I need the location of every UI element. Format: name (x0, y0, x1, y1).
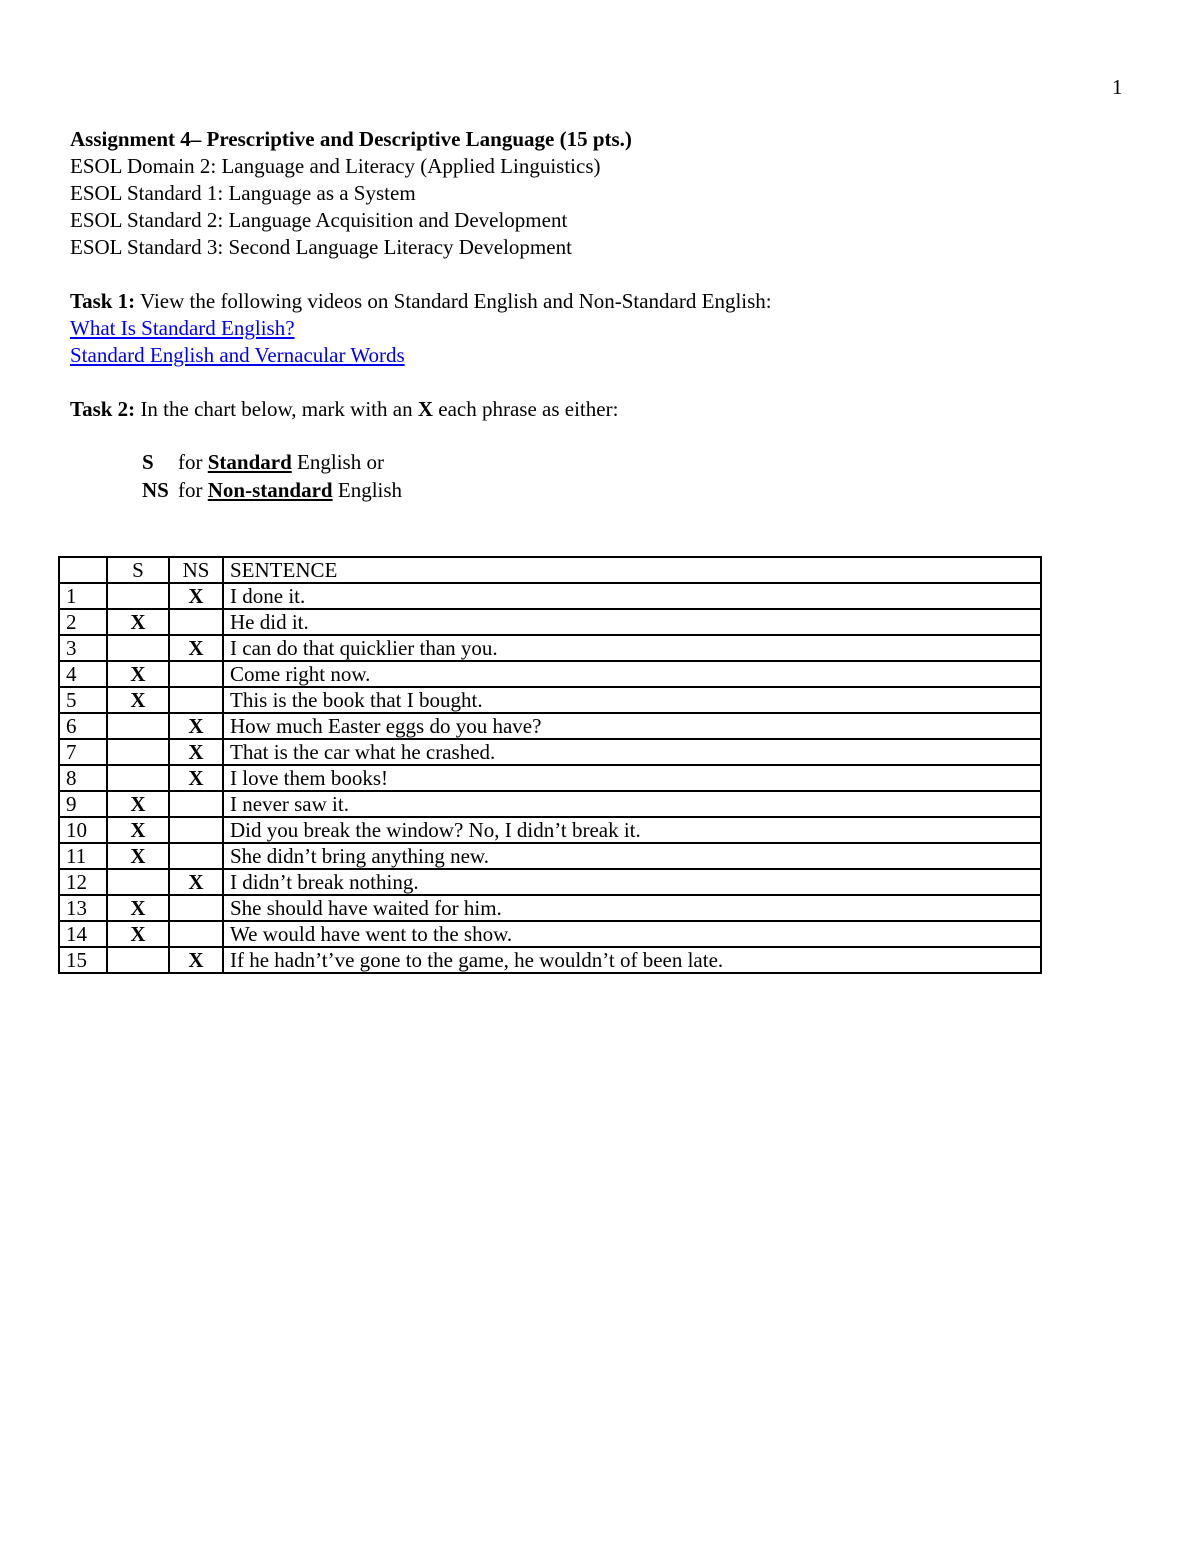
assignment-title: Assignment 4– Prescriptive and Descriptive Language (15 pts.) (70, 127, 632, 151)
nonstandard-mark-cell: X (169, 947, 223, 973)
task-1-text: View the following videos on Standard English and Non-Standard English: (135, 289, 772, 313)
row-number: 14 (59, 921, 107, 947)
header-s: S (107, 557, 169, 583)
standard-mark-cell: X (107, 687, 169, 713)
table-row (59, 895, 1041, 921)
document-body (70, 126, 1070, 505)
row-number: 8 (59, 765, 107, 791)
task-2-instruction: Task 2: In the chart below, mark with an X each phrase as either: (70, 397, 619, 421)
standard-mark-cell (107, 739, 169, 765)
standard-mark-cell (107, 635, 169, 661)
sentence-cell: Did you break the window? No, I didn’t break it. (223, 817, 1041, 843)
sentence-cell: We would have went to the show. (223, 921, 1041, 947)
nonstandard-mark-cell (169, 895, 223, 921)
sentence-cell: He did it. (223, 609, 1041, 635)
table-row (59, 843, 1041, 869)
standard-mark-cell (107, 765, 169, 791)
row-number: 10 (59, 817, 107, 843)
legend-item-standard: S for Standard English or (142, 450, 384, 474)
legend-item-nonstandard: NS for Non-standard English (142, 478, 403, 502)
nonstandard-mark-cell (169, 921, 223, 947)
row-number: 4 (59, 661, 107, 687)
standard-mark-cell: X (107, 843, 169, 869)
standard-mark-cell: X (107, 921, 169, 947)
row-number: 1 (59, 583, 107, 609)
row-number: 7 (59, 739, 107, 765)
row-number: 12 (59, 869, 107, 895)
table-row (59, 687, 1041, 713)
nonstandard-mark-cell: X (169, 765, 223, 791)
nonstandard-mark-cell: X (169, 869, 223, 895)
table-row (59, 739, 1041, 765)
nonstandard-mark-cell (169, 687, 223, 713)
nonstandard-mark-cell (169, 791, 223, 817)
nonstandard-mark-cell (169, 609, 223, 635)
sentence-cell: I didn’t break nothing. (223, 869, 1041, 895)
video-link-what-is-standard-english[interactable]: What Is Standard English? (70, 316, 295, 340)
standard-mark-cell (107, 713, 169, 739)
task-2-label: Task 2: (70, 397, 136, 421)
header-ns: NS (169, 557, 223, 583)
nonstandard-mark-cell (169, 661, 223, 687)
nonstandard-mark-cell: X (169, 739, 223, 765)
row-number: 13 (59, 895, 107, 921)
sentence-cell: How much Easter eggs do you have? (223, 713, 1041, 739)
standard-mark-cell: X (107, 791, 169, 817)
row-number: 6 (59, 713, 107, 739)
standard-mark-cell: X (107, 895, 169, 921)
standard-mark-cell (107, 583, 169, 609)
esol-standard-1-line: ESOL Standard 1: Language as a System (70, 181, 416, 205)
standard-mark-cell: X (107, 609, 169, 635)
sentence-cell: I never saw it. (223, 791, 1041, 817)
esol-standard-3-line: ESOL Standard 3: Second Language Literacy Development (70, 235, 572, 259)
sentence-cell: She didn’t bring anything new. (223, 843, 1041, 869)
table-row (59, 609, 1041, 635)
task-1-label: Task 1: (70, 289, 136, 313)
table-row (59, 661, 1041, 687)
header-number (59, 557, 107, 583)
row-number: 3 (59, 635, 107, 661)
row-number: 15 (59, 947, 107, 973)
legend (142, 449, 1070, 505)
nonstandard-mark-cell (169, 843, 223, 869)
table-row (59, 817, 1041, 843)
standard-mark-cell: X (107, 817, 169, 843)
header-sentence: SENTENCE (223, 557, 1041, 583)
sentence-cell: I love them books! (223, 765, 1041, 791)
row-number: 9 (59, 791, 107, 817)
sentence-cell: If he hadn’t’ve gone to the game, he wouldn’t of been late. (223, 947, 1041, 973)
sentence-cell: I done it. (223, 583, 1041, 609)
sentence-cell: I can do that quicklier than you. (223, 635, 1041, 661)
table-row (59, 583, 1041, 609)
esol-standard-2-line: ESOL Standard 2: Language Acquisition and Development (70, 208, 568, 232)
table-row (59, 947, 1041, 973)
sentence-cell: That is the car what he crashed. (223, 739, 1041, 765)
standard-mark-cell (107, 947, 169, 973)
table-row (59, 791, 1041, 817)
row-number: 2 (59, 609, 107, 635)
task-2-mark: X (417, 397, 433, 421)
nonstandard-mark-cell: X (169, 635, 223, 661)
table-row (59, 635, 1041, 661)
nonstandard-mark-cell: X (169, 713, 223, 739)
standard-mark-cell (107, 869, 169, 895)
nonstandard-mark-cell (169, 817, 223, 843)
standard-mark-cell: X (107, 661, 169, 687)
row-number: 5 (59, 687, 107, 713)
table-row (59, 765, 1041, 791)
video-link-standard-english-vernacular[interactable]: Standard English and Vernacular Words (70, 343, 405, 367)
esol-domain-line: ESOL Domain 2: Language and Literacy (Applied Linguistics) (70, 154, 601, 178)
table-row (59, 869, 1041, 895)
row-number: 11 (59, 843, 107, 869)
sentence-cell: Come right now. (223, 661, 1041, 687)
nonstandard-mark-cell: X (169, 583, 223, 609)
task-1-instruction (70, 288, 1070, 315)
table-header-row (59, 557, 1041, 583)
table-row (59, 713, 1041, 739)
page-number: 1 (1112, 75, 1123, 99)
sentence-cell: She should have waited for him. (223, 895, 1041, 921)
table-row (59, 921, 1041, 947)
sentence-chart (58, 556, 1042, 974)
sentence-cell: This is the book that I bought. (223, 687, 1041, 713)
